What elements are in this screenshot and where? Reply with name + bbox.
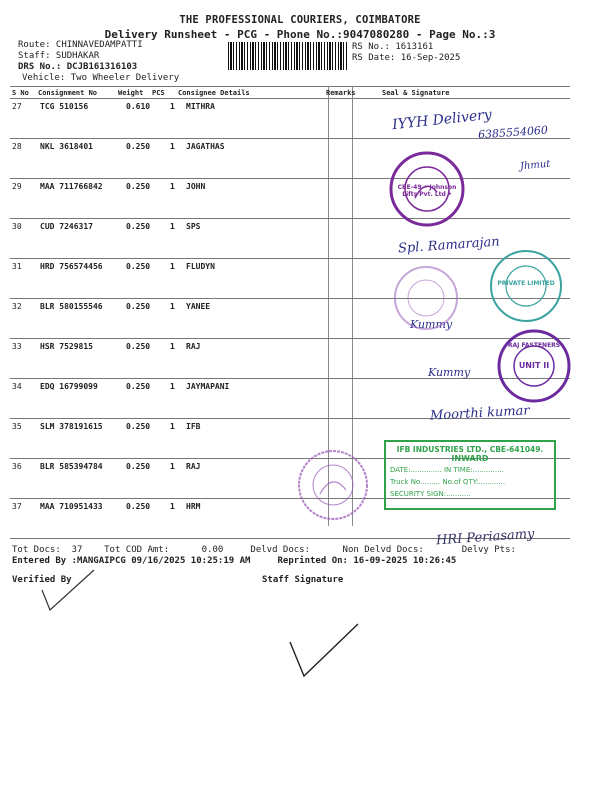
handwritten-note-27: IYYH Delivery bbox=[391, 106, 493, 134]
round-seal-stamp bbox=[296, 448, 370, 522]
private-limited-stamp bbox=[488, 248, 564, 324]
row-sno: 35 bbox=[12, 422, 22, 431]
row-sno: 31 bbox=[12, 262, 22, 271]
rs-date: RS Date: 16-Sep-2025 bbox=[352, 53, 461, 63]
row-weight: 0.250 bbox=[126, 342, 151, 351]
raj-stamp-text: RAJ FASTENERS bbox=[507, 342, 561, 349]
row-cno: HRD 756574456 bbox=[40, 262, 103, 271]
row-cno: BLR 585394784 bbox=[40, 462, 103, 471]
ifb-stamp-title: IFB INDUSTRIES LTD., CBE-641049. bbox=[396, 445, 544, 454]
row-pcs: 1 bbox=[170, 262, 175, 271]
row-weight: 0.250 bbox=[126, 302, 151, 311]
row-cno: BLR 580155546 bbox=[40, 302, 103, 311]
row-consignee: SPS bbox=[186, 222, 201, 231]
row-consignee: FLUDYN bbox=[186, 262, 215, 271]
handwritten-phone-27: 6385554060 bbox=[477, 123, 549, 142]
raj-fasteners-faded-stamp bbox=[392, 264, 460, 332]
row-sno: 33 bbox=[12, 342, 22, 351]
route-label: Route: CHINNAVEDAMPATTI bbox=[18, 40, 143, 50]
verifier-signature bbox=[38, 566, 98, 614]
ifb-stamp-date-line: DATE:.............. IN TIME:.............. bbox=[390, 466, 504, 474]
row-weight: 0.250 bbox=[126, 382, 151, 391]
row-weight: 0.250 bbox=[126, 142, 151, 151]
verified-by-label: Verified By bbox=[12, 575, 72, 585]
handwritten-signature-37: HRI Periasamy bbox=[435, 526, 535, 549]
row-weight: 0.250 bbox=[126, 422, 151, 431]
row-sno: 37 bbox=[12, 502, 22, 511]
row-weight: 0.250 bbox=[126, 222, 151, 231]
row-sno: 36 bbox=[12, 462, 22, 471]
row-pcs: 1 bbox=[170, 382, 175, 391]
row-sno: 29 bbox=[12, 182, 22, 191]
row-cno: CUD 7246317 bbox=[40, 222, 93, 231]
row-cno: SLM 378191615 bbox=[40, 422, 103, 431]
row-weight: 0.250 bbox=[126, 462, 151, 471]
row-pcs: 1 bbox=[170, 342, 175, 351]
staff-signature-mark bbox=[286, 620, 362, 680]
row-sno: 27 bbox=[12, 102, 22, 111]
col-pcs: PCS bbox=[152, 89, 165, 97]
drs-number: DRS No.: DCJB161316103 bbox=[18, 62, 138, 72]
col-sno: S No bbox=[12, 89, 29, 97]
ifb-stamp-subtitle: INWARD bbox=[451, 454, 489, 463]
row-sno: 28 bbox=[12, 142, 22, 151]
totals-line: Tot Docs: 37 Tot COD Amt: 0.00 Delvd Docs: Non Delvd Docs: Delvy Pts: bbox=[12, 545, 516, 555]
row-sno: 32 bbox=[12, 302, 22, 311]
col-remarks: Remarks bbox=[326, 89, 356, 97]
row-consignee: JAGATHAS bbox=[186, 142, 225, 151]
row-pcs: 1 bbox=[170, 302, 175, 311]
raj-fasteners-stamp bbox=[496, 328, 572, 404]
row-pcs: 1 bbox=[170, 422, 175, 431]
row-consignee: JAYMAPANI bbox=[186, 382, 230, 391]
row-consignee: HRM bbox=[186, 502, 201, 511]
johnson-lifts-stamp bbox=[388, 150, 466, 228]
row-cno: NKL 3618401 bbox=[40, 142, 93, 151]
row-pcs: 1 bbox=[170, 182, 175, 191]
row-pcs: 1 bbox=[170, 462, 175, 471]
ifb-inward-stamp bbox=[384, 440, 556, 510]
staff-signature-label: Staff Signature bbox=[262, 575, 344, 585]
row-cno: EDQ 16799099 bbox=[40, 382, 98, 391]
row-sno: 34 bbox=[12, 382, 22, 391]
handwritten-signature-33: Kummy bbox=[428, 366, 471, 379]
row-cno: HSR 7529815 bbox=[40, 342, 93, 351]
page-title: Delivery Runsheet - PCG - Phone No.:9047080280 - Page No.:3 bbox=[104, 28, 496, 41]
handwritten-signature-32: Kummy bbox=[410, 318, 453, 331]
row-consignee: MITHRA bbox=[186, 102, 215, 111]
col-seal: Seal & Signature bbox=[382, 89, 450, 97]
company-name: THE PROFESSIONAL COURIERS, COIMBATORE bbox=[179, 14, 421, 26]
row-consignee: YANEE bbox=[186, 302, 211, 311]
row-cno: TCG 510156 bbox=[40, 102, 89, 111]
row-sno: 30 bbox=[12, 222, 22, 231]
col-consignee: Consignee Details bbox=[178, 89, 250, 97]
staff-label: Staff: SUDHAKAR bbox=[18, 51, 100, 61]
handwritten-signature-35: Moorthi kumar bbox=[429, 403, 530, 424]
row-pcs: 1 bbox=[170, 222, 175, 231]
row-weight: 0.610 bbox=[126, 102, 151, 111]
row-pcs: 1 bbox=[170, 102, 175, 111]
limited-stamp-text: PRIVATE LIMITED bbox=[497, 280, 555, 287]
row-cno: MAA 711766842 bbox=[40, 182, 103, 191]
ifb-stamp-security-line: SECURITY SIGN:........... bbox=[390, 490, 471, 498]
johnson-stamp-text: CBE-49 • Johnson Lifts Pvt. Ltd • bbox=[397, 184, 457, 198]
entered-by-line: Entered By :MANGAIPCG 09/16/2025 10:25:19 AM Reprinted On: 16-09-2025 10:26:45 bbox=[12, 556, 457, 566]
ifb-stamp-truck-line: Truck No......... No.of QTY:............ bbox=[390, 478, 506, 486]
row-consignee: RAJ bbox=[186, 342, 201, 351]
col-weight: Weight bbox=[118, 89, 144, 97]
row-weight: 0.250 bbox=[126, 502, 151, 511]
row-weight: 0.250 bbox=[126, 262, 151, 271]
row-consignee: IFB bbox=[186, 422, 201, 431]
vehicle-label: Vehicle: Two Wheeler Delivery bbox=[22, 73, 180, 83]
handwritten-signature-31: Spl. Ramarajan bbox=[397, 234, 501, 257]
handwritten-signature-28: Jhmut bbox=[519, 158, 551, 173]
row-consignee: JOHN bbox=[186, 182, 206, 191]
row-weight: 0.250 bbox=[126, 182, 151, 191]
barcode bbox=[228, 42, 348, 70]
row-pcs: 1 bbox=[170, 502, 175, 511]
row-cno: MAA 710951433 bbox=[40, 502, 103, 511]
rs-number: RS No.: 1613161 bbox=[352, 42, 434, 52]
row-consignee: RAJ bbox=[186, 462, 201, 471]
row-pcs: 1 bbox=[170, 142, 175, 151]
col-consignment: Consignment No bbox=[38, 89, 98, 97]
unit-stamp-text: UNIT II bbox=[518, 361, 550, 370]
